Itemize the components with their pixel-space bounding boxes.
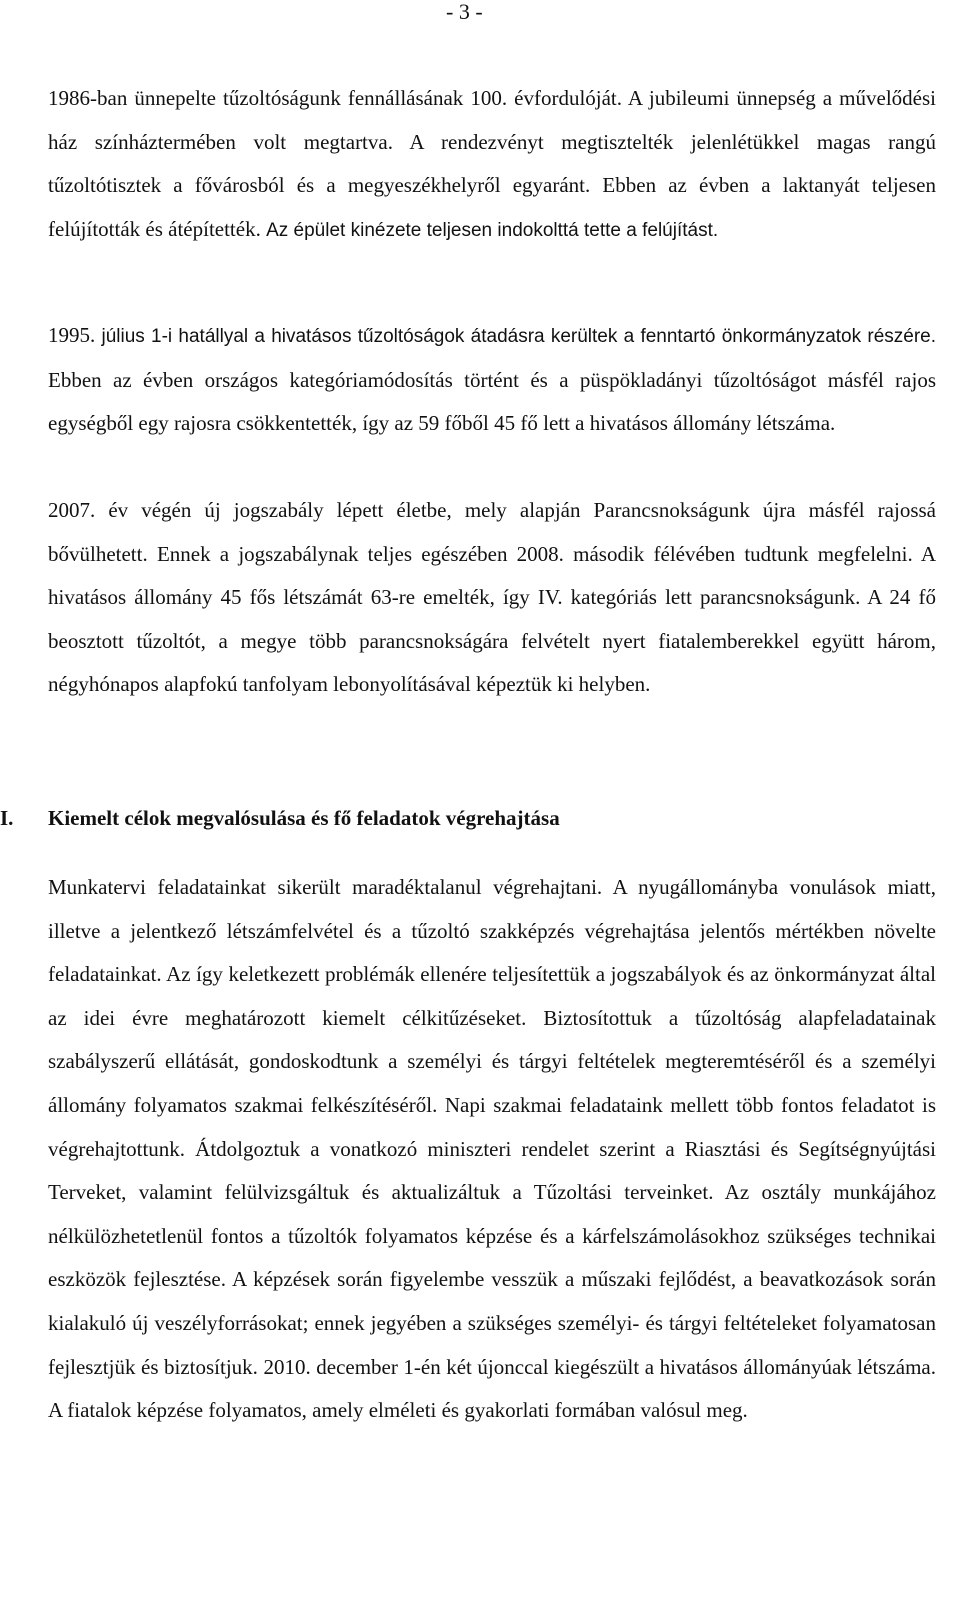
section-body-paragraph <box>48 866 936 1433</box>
history-paragraph-1995 <box>48 314 936 446</box>
paragraph-year: 1995. <box>48 323 96 347</box>
section-number: I. <box>0 806 14 830</box>
history-paragraph-1986 <box>48 77 936 252</box>
paragraph-text-sans: július 1-i hatállyal a hivatásos tűzoltóságok átadásra kerültek a fenntartó önkormányzatok részére. <box>101 326 936 347</box>
paragraph-text: Munkatervi feladatainkat sikerült maradéktalanul végrehajtani. A nyugállományba vonulások miatt, illetve a jelentkező létszámfelvétel és a tűzoltó szakképzés végrehajtása jelentős mértékben növelte feladatainkat. Az így keletkezett problémák ellenére teljesítettük a jogszabályok és az önkormányzat által az idei évre meghatározott kiemelt célkitűzéseket. Biztosítottuk a tűzoltóság alapfeladatainak szabályszerű ellátását, gondoskodtunk a személyi és tárgyi feltételek megteremtéséről és a személyi állomány folyamatos szakmai felkészítéséről. Napi szakmai feladataink mellett több fontos feladatot is végrehajtottunk. Átdolgoztuk a vonatkozó miniszteri rendelet szerint a Riasztási és Segítségnyújtási Terveket, valamint felülvizsgáltuk és aktualizáltuk a Tűzoltási terveinket. Az osztály munkájához nélkülözhetetlenül fontos a tűzoltók folyamatos képzése és a kárfelszámolásokhoz szükséges technikai eszközök fejlesztése. A képzések során figyelembe vesszük a műszaki fejlődést, a beavatkozások során kialakuló új veszélyforrásokat; ennek jegyében a szükséges személyi- és tárgyi feltételeket folyamatosan fejlesztjük és biztosítjuk. 2010. december 1-én két újonccal kiegészült a hivatásos állományúak létszáma. A fiatalok képzése folyamatos, amely elméleti és gyakorlati formában valósul meg. <box>48 875 936 1423</box>
paragraph-text-sans: Az épület kinézete teljesen indokolttá tette a felújítást. <box>266 219 719 241</box>
page-number: - 3 - <box>446 0 483 24</box>
paragraph-text: Ebben az évben országos kategóriamódosítás történt és a püspökladányi tűzoltóságot másfél rajos egységből egy rajosra csökkentették, így az 59 főből 45 fő lett a hivatásos állomány létszáma. <box>48 367 936 436</box>
paragraph-text: 1986-ban ünnepelte tűzoltóságunk fennállásának 100. évfordulóját. A jubileumi ünnepség a művelődési ház színháztermében volt megtartva. A rendezvényt megtisztelték jelenlétükkel magas rangú tűzoltótisztek a fővárosból és a megyeszékhelyről egyaránt. Ebben az évben a laktanyát teljesen felújították és átépítették. <box>48 86 936 241</box>
paragraph-text: 2007. év végén új jogszabály lépett életbe, mely alapján Parancsnokságunk újra másfél rajossá bővülhetett. Ennek a jogszabálynak teljes egészében 2008. második félévében tudtunk megfelelni. A hivatásos állomány 45 fős létszámát 63-re emelték, így IV. kategóriás lett parancsnokságunk. A 24 fő beosztott tűzoltót, a megye több parancsnokságára felvételt nyert fiatalemberekkel együtt három, négyhónapos alapfokú tanfolyam lebonyolításával képeztük ki helyben. <box>48 498 936 697</box>
history-paragraph-2007 <box>48 489 936 707</box>
section-title: Kiemelt célok megvalósulása és fő feladatok végrehajtása <box>48 806 560 830</box>
